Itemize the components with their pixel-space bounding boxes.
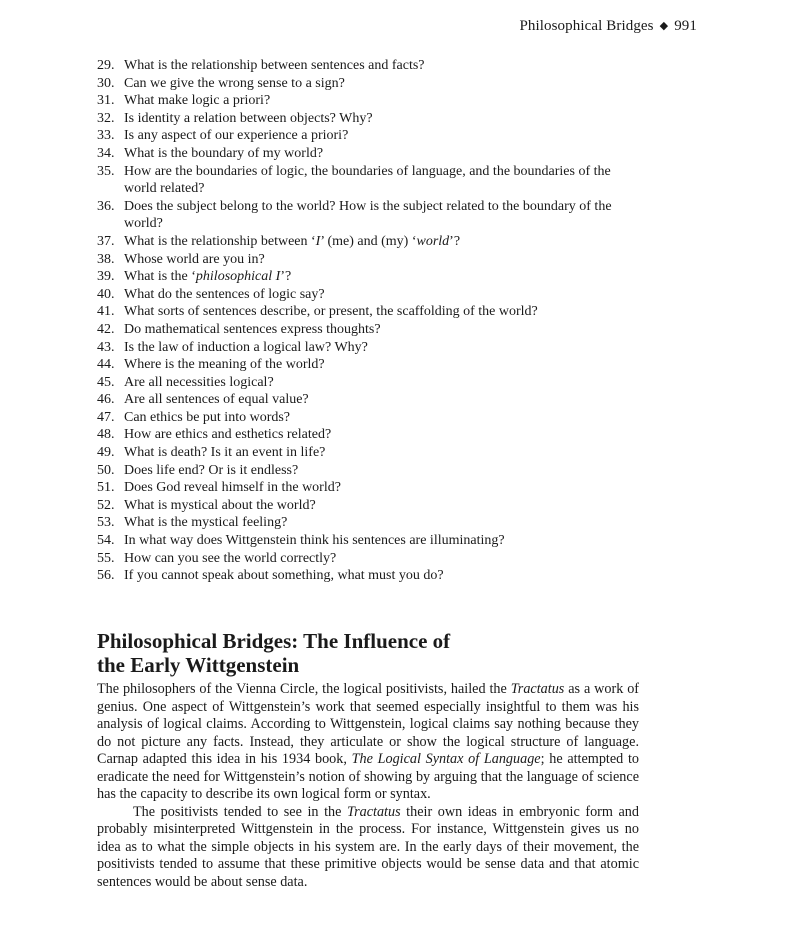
diamond-icon: ◆	[659, 20, 669, 32]
list-item: 38. Whose world are you in?	[97, 251, 265, 267]
list-item: 43. Is the law of induction a logical law? Why?	[97, 339, 368, 355]
paragraph-2: The positivists tended to see in the Tractatus their own ideas in embryonic form and probably misinterpreted Wittgenstein in the process. For instance, Wittgenstein gives us no idea as to what the simple objects in his system are. In the early days of their movement, the positivists tended to assume that these primitive objects would be sense data and that atomic sentences would be about sense data.	[97, 803, 639, 890]
section-heading-line1: Philosophical Bridges: The Influence of	[97, 629, 451, 653]
list-item: 40. What do the sentences of logic say?	[97, 286, 325, 302]
section-heading	[97, 630, 639, 677]
paragraph-1: The philosophers of the Vienna Circle, the logical positivists, hailed the Tractatus as a work of genius. One aspect of Wittgenstein’s work that seemed especially insightful to them was his analysis of logical claims. According to Wittgenstein, logical claims say nothing because they do not picture any facts. Instead, they articulate or show the logical structure of language. Carnap adapted this idea in his 1934 book, The Logical Syntax of Language; he attempted to eradicate the need for Wittgenstein’s notion of showing by arguing that the language of science has the capacity to describe its own logical form or syntax.	[97, 681, 640, 802]
list-item: 36. Does the subject belong to the world? How is the subject related to the boundary of the world?	[97, 198, 612, 232]
list-item: 30. Can we give the wrong sense to a sign?	[97, 75, 345, 91]
page-number: 991	[674, 18, 697, 34]
list-item: 39. What is the ‘philosophical I’?	[97, 269, 292, 285]
list-item: 55. How can you see the world correctly?	[97, 550, 337, 566]
list-item: 31. What make logic a priori?	[97, 93, 271, 109]
list-item: 47. Can ethics be put into words?	[97, 409, 291, 425]
list-item: 37. What is the relationship between ‘I’ (me) and (my) ‘world’?	[97, 233, 461, 249]
list-item: 42. Do mathematical sentences express thoughts?	[97, 321, 381, 337]
list-item: 29. What is the relationship between sentences and facts?	[97, 58, 425, 73]
list-item: 56. If you cannot speak about something, what must you do?	[97, 568, 444, 584]
list-item: 41. What sorts of sentences describe, or present, the scaffolding of the world?	[97, 304, 538, 320]
list-item: 44. Where is the meaning of the world?	[97, 357, 325, 373]
list-item: 33. Is any aspect of our experience a priori?	[97, 128, 349, 144]
list-item: 54. In what way does Wittgenstein think his sentences are illuminating?	[97, 533, 505, 549]
list-item: 34. What is the boundary of my world?	[97, 145, 324, 161]
list-item: 35. How are the boundaries of logic, the boundaries of language, and the boundaries of the world related?	[97, 163, 611, 197]
list-item: 48. How are ethics and esthetics related?	[97, 427, 332, 443]
list-item: 32. Is identity a relation between objects? Why?	[97, 110, 373, 126]
running-header	[519, 18, 697, 35]
list-item: 49. What is death? Is it an event in life?	[97, 445, 326, 461]
list-item: 50. Does life end? Or is it endless?	[97, 462, 299, 478]
list-item: 53. What is the mystical feeling?	[97, 515, 288, 531]
list-item: 52. What is mystical about the world?	[97, 497, 316, 513]
section-heading-line2: the Early Wittgenstein	[97, 652, 300, 677]
list-item: 51. Does God reveal himself in the world?	[97, 480, 341, 496]
list-item: 45. Are all necessities logical?	[97, 374, 274, 390]
section-influence	[97, 630, 639, 891]
running-title: Philosophical Bridges	[519, 18, 654, 34]
question-list	[97, 57, 637, 585]
list-item: 46. Are all sentences of equal value?	[97, 392, 309, 408]
